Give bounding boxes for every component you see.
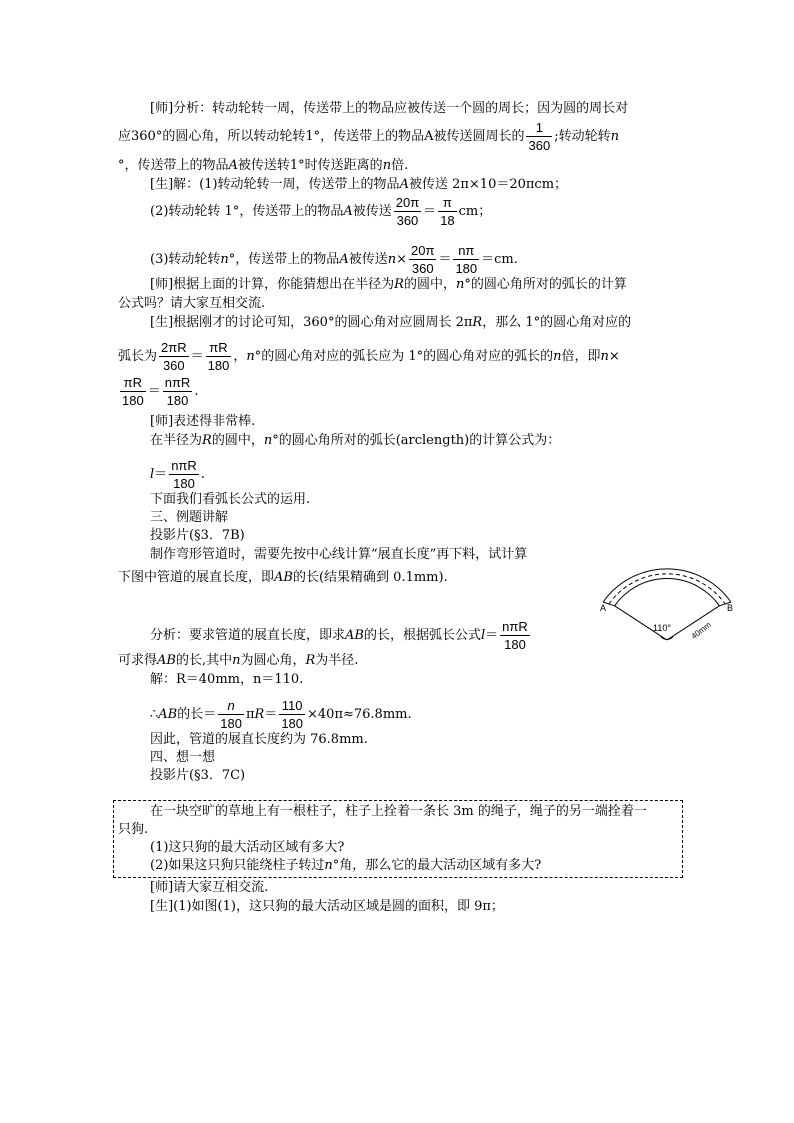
fraction-denominator: 180 bbox=[281, 716, 304, 731]
text: [生]根据刚才的讨论可知，360°的圆心角对应圆周长 2π bbox=[150, 315, 473, 330]
fraction bbox=[159, 339, 189, 374]
text: . bbox=[194, 384, 199, 399]
p2-line-b bbox=[150, 194, 491, 229]
text: 制作弯形管道时，需要先按中心线计算“展直长度”再下料，试计算 bbox=[150, 547, 528, 562]
fraction bbox=[218, 697, 244, 732]
text: 的长(结果精确到 0.1mm). bbox=[292, 570, 448, 585]
fraction-numerator: nπR bbox=[171, 458, 197, 473]
variable: R bbox=[202, 433, 212, 448]
fraction bbox=[163, 374, 193, 409]
fraction-denominator: 180 bbox=[220, 716, 242, 731]
text: ， bbox=[233, 349, 247, 364]
p1-line-b bbox=[118, 119, 619, 154]
text: 倍. bbox=[391, 158, 409, 173]
p2-line-a bbox=[150, 176, 567, 194]
p10-line-b bbox=[118, 569, 448, 587]
p2-line-c bbox=[150, 242, 518, 277]
text: (1)这只狗的最大活动区域有多大? bbox=[150, 840, 345, 855]
p18-line bbox=[150, 898, 504, 916]
fraction-numerator: 110 bbox=[279, 697, 305, 715]
fraction-numerator: nπR bbox=[502, 619, 528, 634]
p1-line-c bbox=[118, 157, 408, 175]
section-heading-think bbox=[150, 749, 215, 767]
fraction bbox=[279, 697, 305, 732]
text: °的圆心角所对的弧长的计算 bbox=[464, 277, 627, 292]
text: 下图中管道的展直长度，即 bbox=[118, 570, 275, 585]
text: 被传送转1°时传送距离的 bbox=[237, 158, 383, 173]
text: 为半径. bbox=[315, 653, 359, 668]
box-line-b bbox=[118, 821, 148, 839]
fraction-denominator: 180 bbox=[166, 393, 189, 408]
variable: A bbox=[228, 158, 238, 173]
fraction-numerator: nπR bbox=[164, 375, 191, 390]
fraction-numerator: n bbox=[218, 697, 244, 715]
p5-line bbox=[150, 413, 255, 431]
fraction-denominator: 360 bbox=[396, 213, 419, 228]
variable: n bbox=[387, 252, 397, 267]
equals-sign: ＝ bbox=[485, 628, 499, 643]
text: 弧长为 bbox=[118, 349, 158, 364]
text: [师]请大家互相交流. bbox=[150, 880, 269, 895]
fraction-denominator: 180 bbox=[173, 476, 195, 491]
text: . bbox=[200, 467, 205, 482]
p16-line bbox=[150, 767, 245, 785]
text: 倍，即 bbox=[561, 349, 601, 364]
text: 被传送 bbox=[352, 204, 392, 219]
fraction-numerator: 2πR bbox=[161, 340, 187, 355]
fraction bbox=[453, 242, 479, 277]
text: 分析：要求管道的展直长度，即求 bbox=[150, 628, 346, 643]
text: [生]解：(1)转动轮转一周，传送带上的物品 bbox=[150, 177, 400, 192]
fraction-denominator: 180 bbox=[122, 393, 144, 408]
variable: R bbox=[394, 277, 404, 292]
text: 在半径为 bbox=[150, 433, 203, 448]
text: cm； bbox=[458, 204, 492, 219]
fraction-numerator: 20π bbox=[411, 243, 435, 258]
p11-line-a bbox=[150, 618, 532, 653]
text: 下面我们看弧长公式的运用. bbox=[150, 492, 311, 507]
text: °的圆心角所对的弧长(arclength)的计算公式为： bbox=[272, 433, 561, 448]
p4-line-b bbox=[118, 339, 620, 374]
text: (2)转动轮转 1°，传送带上的物品 bbox=[150, 204, 344, 219]
box-line-d bbox=[150, 857, 541, 875]
p1-line-a bbox=[150, 100, 628, 118]
fraction-denominator: 360 bbox=[528, 138, 551, 153]
p7-line bbox=[150, 491, 310, 509]
fraction bbox=[206, 339, 232, 374]
p12-line bbox=[150, 671, 303, 689]
equals-sign: ＝ bbox=[190, 349, 204, 364]
text: [师]分析：转动轮转一周，传送带上的物品应被传送一个圆的周长；因为圆的周长对 bbox=[150, 101, 629, 116]
text: ＝cm. bbox=[481, 252, 518, 267]
text: (3)转动轮转 bbox=[150, 252, 221, 267]
text: (2)如果这只狗只能绕柱子转过 bbox=[150, 858, 325, 873]
p3-line-a bbox=[150, 276, 627, 294]
text: °角，那么它的最大活动区域有多大? bbox=[332, 858, 542, 873]
p11-line-b bbox=[118, 652, 358, 670]
equals-sign: ＝ bbox=[438, 252, 452, 267]
label-a: A bbox=[600, 603, 607, 613]
variable: R bbox=[305, 653, 316, 668]
text: [师]根据上面的计算，你能猜想出在半径为 bbox=[150, 277, 395, 292]
text: 的圆中， bbox=[403, 277, 456, 292]
variable: n bbox=[553, 349, 562, 364]
text: 的圆中， bbox=[211, 433, 264, 448]
text: 只狗. bbox=[118, 822, 149, 837]
text: 在一块空旷的草地上有一根柱子，柱子上拴着一条长 3m 的绳子，绳子的另一端拴着一 bbox=[150, 804, 647, 819]
text: 为圆心角， bbox=[240, 653, 306, 668]
radius-label: 40mm bbox=[689, 620, 713, 641]
text: °的圆心角对应的弧长应为 1°的圆心角对应的弧长的 bbox=[254, 349, 554, 364]
text: π bbox=[245, 707, 255, 722]
fraction-denominator: 180 bbox=[504, 637, 526, 652]
fraction-denominator: 360 bbox=[162, 358, 185, 373]
text: 因此，管道的展直长度约为 76.8mm. bbox=[150, 732, 368, 747]
p14-line bbox=[150, 731, 368, 749]
equals-sign: ＝ bbox=[423, 204, 437, 219]
p9-line bbox=[150, 527, 245, 545]
arc-label: AB bbox=[274, 570, 293, 585]
text: ×40π≈76.8mm. bbox=[307, 707, 412, 722]
box-line-a bbox=[150, 803, 647, 821]
text: ∴ bbox=[150, 707, 159, 722]
variable: R bbox=[254, 707, 265, 722]
section-heading-examples bbox=[150, 509, 228, 527]
fraction bbox=[500, 618, 530, 653]
box-line-c bbox=[150, 839, 344, 857]
fraction-denominator: 18 bbox=[440, 213, 455, 228]
fraction-numerator: 1 bbox=[526, 119, 552, 137]
fraction-numerator: π bbox=[438, 194, 456, 212]
variable: n bbox=[263, 433, 273, 448]
variable: n bbox=[246, 349, 255, 364]
label-b: B bbox=[727, 603, 734, 613]
variable: l bbox=[480, 628, 486, 643]
text: 的长,其中 bbox=[175, 653, 233, 668]
text: 投影片(§3．7C) bbox=[150, 768, 246, 783]
p6-line-a bbox=[150, 432, 560, 450]
text: 三、例题讲解 bbox=[150, 510, 229, 525]
variable: n bbox=[382, 158, 392, 173]
equals-sign: ＝ bbox=[264, 707, 278, 722]
equals-sign: ＝ bbox=[154, 467, 168, 482]
p4-line-c bbox=[118, 374, 198, 409]
fraction bbox=[120, 374, 146, 409]
fraction bbox=[169, 457, 199, 492]
text: × bbox=[396, 252, 407, 267]
arc-label: AB bbox=[158, 707, 178, 722]
arc-label: AB bbox=[345, 628, 364, 643]
text: 的长＝ bbox=[177, 707, 217, 722]
variable: n bbox=[455, 277, 465, 292]
fraction bbox=[409, 242, 436, 277]
angle-label: 110° bbox=[653, 623, 671, 633]
variable: A bbox=[339, 252, 349, 267]
variable: l bbox=[150, 467, 155, 482]
fraction bbox=[394, 194, 421, 229]
pipe-diagram bbox=[590, 545, 760, 660]
text: 投影片(§3．7B) bbox=[150, 528, 245, 543]
variable: A bbox=[343, 204, 353, 219]
equals-sign: ＝ bbox=[147, 384, 161, 399]
p17-line bbox=[150, 879, 268, 897]
text: 应360°的圆心角，所以转动轮转1°，传送带上的物品A被传送圆周长的 bbox=[118, 129, 525, 144]
text: °，传送带上的物品 bbox=[118, 158, 229, 173]
variable: n bbox=[600, 349, 609, 364]
text: 的长，根据弧长公式 bbox=[363, 628, 481, 643]
text: 四、想一想 bbox=[150, 750, 216, 765]
fraction-numerator: πR bbox=[120, 374, 146, 392]
p13-line bbox=[150, 697, 412, 732]
pipe-inner-arc bbox=[615, 579, 720, 606]
variable: A bbox=[399, 177, 409, 192]
text: × bbox=[608, 349, 620, 364]
text: 被传送 bbox=[348, 252, 388, 267]
text: 解：R＝40mm，n＝110. bbox=[150, 672, 304, 687]
fraction bbox=[526, 119, 552, 154]
fraction-denominator: 180 bbox=[207, 358, 230, 373]
fraction-numerator: nπ bbox=[453, 242, 479, 260]
variable: n bbox=[610, 129, 619, 144]
variable: n bbox=[324, 858, 333, 873]
variable: R bbox=[472, 315, 483, 330]
fraction bbox=[438, 194, 456, 229]
p10-line-a bbox=[150, 546, 527, 564]
fraction-denominator: 360 bbox=[411, 261, 434, 276]
p3-line-b bbox=[118, 295, 265, 313]
arc-label: AB bbox=[157, 653, 176, 668]
text: 被传送 2π×10＝20πcm； bbox=[408, 177, 568, 192]
text: 可求得 bbox=[118, 653, 158, 668]
variable: n bbox=[220, 252, 229, 267]
text: ;转动轮转 bbox=[554, 129, 611, 144]
variable: n bbox=[232, 653, 241, 668]
text: [生](1)如图(1)，这只狗的最大活动区域是圆的面积，即 9π； bbox=[150, 899, 504, 914]
text: 公式吗？请大家互相交流. bbox=[118, 296, 266, 311]
fraction-numerator: πR bbox=[206, 339, 232, 357]
text: ，那么 1°的圆心角对应的 bbox=[482, 315, 632, 330]
p4-line-a bbox=[150, 314, 631, 332]
fraction-numerator: 20π bbox=[395, 195, 420, 210]
text: °，传送带上的物品 bbox=[228, 252, 340, 267]
text: [师]表述得非常棒. bbox=[150, 414, 256, 429]
p6-line-b bbox=[150, 457, 205, 492]
fraction-denominator: 180 bbox=[455, 261, 478, 276]
